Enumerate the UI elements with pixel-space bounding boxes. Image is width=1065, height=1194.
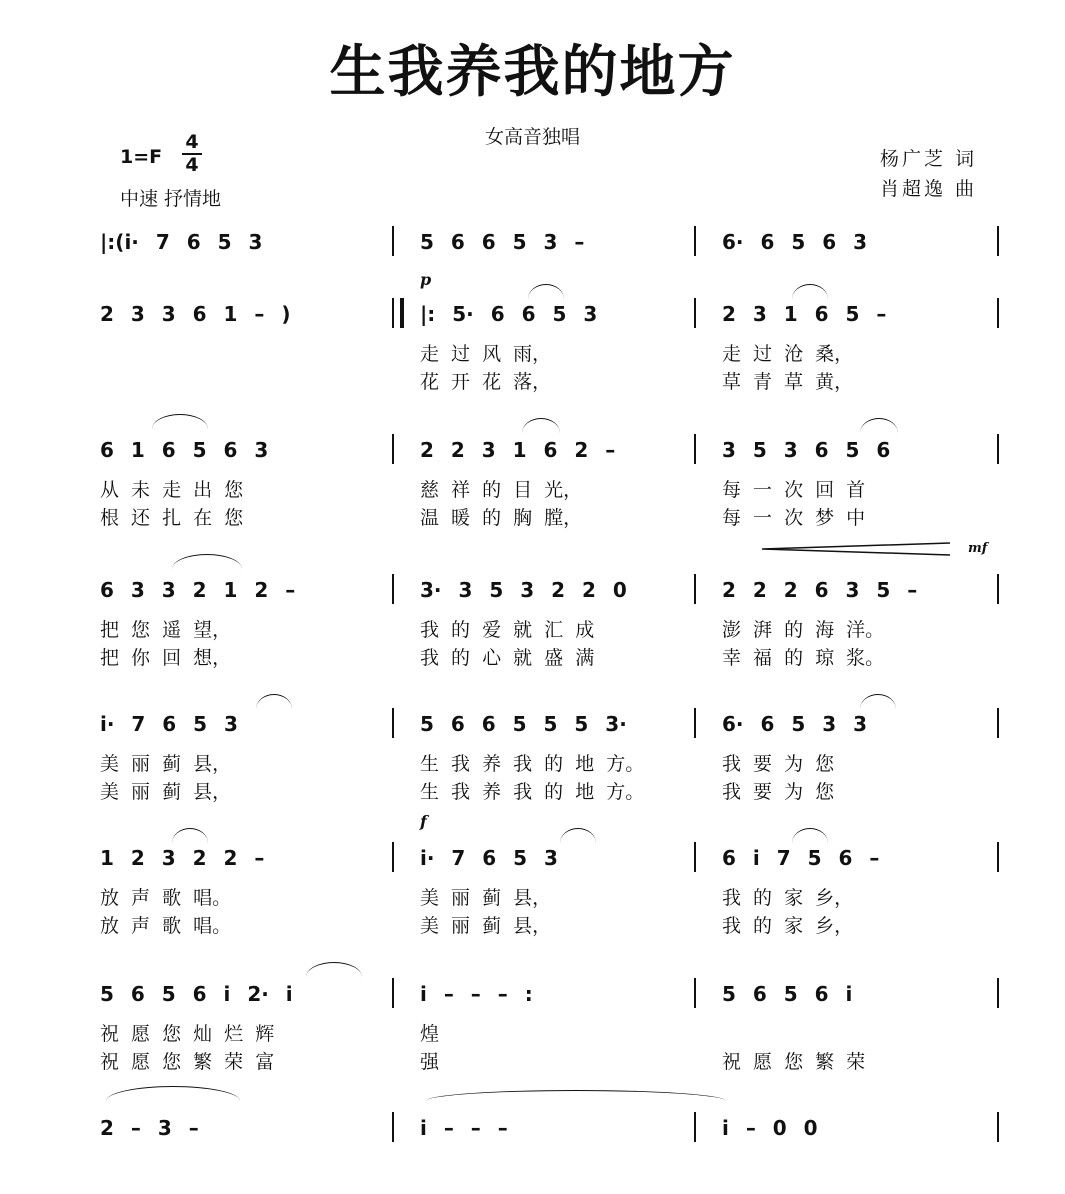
lyric-phrase: 强 [420,1051,440,1073]
lyric-line [90,504,1010,532]
measure: 6· 6 5 3 3 [722,712,868,736]
lyric-phrase: 放 声 歌 唱。 [100,915,232,937]
lyric-line [90,1048,1010,1076]
bar-line [694,574,696,604]
bar-line [997,1112,999,1142]
lyric-phrase: 我 要 为 您 [722,753,835,775]
lyric-line [90,884,1010,912]
lyric-phrase: 每 一 次 回 首 [722,479,866,501]
measure: |: 5· 6 6 5 3 [420,302,598,326]
composer-credit: 肖超逸 曲 [880,178,978,200]
lyric-phrase: 煌 [420,1023,440,1045]
lyric-phrase: 祝 愿 您 繁 荣 [722,1051,866,1073]
measure: 6· 6 5 6 3 [722,230,868,254]
score-system [90,558,1010,669]
lyric-phrase: 美 丽 蓟 县， [420,887,552,909]
lyric-phrase: 根 还 扎 在 您 [100,507,244,529]
lyric-phrase: 我 要 为 您 [722,781,835,803]
measure: 6 3 3 2 1 2 – [100,578,296,602]
measure: 2 3 1 6 5 – [722,302,887,326]
lyric-line [90,644,1010,672]
lyric-line [90,778,1010,806]
bar-line [694,1112,696,1142]
bar-line [997,298,999,328]
crescendo-hairpin [762,542,952,556]
score-system [90,210,1010,280]
bar-line [392,708,394,738]
measure: 5 6 5 6 i [722,982,853,1006]
lyric-line [90,1020,1010,1048]
lyric-phrase: 我 的 心 就 盛 满 [420,647,595,669]
time-signature-top: 4 [185,131,199,153]
bar-line [694,298,696,328]
bar-line [694,978,696,1008]
lyric-phrase: 生 我 养 我 的 地 方。 [420,781,645,803]
dynamic-forte: f [420,812,427,831]
measure: 6 1 6 5 6 3 [100,438,269,462]
lyric-phrase: 走 过 风 雨， [420,343,552,365]
score-system [90,962,1010,1073]
bar-line [694,434,696,464]
measure: 5 6 5 6 i 2· i [100,982,293,1006]
lyric-phrase: 放 声 歌 唱。 [100,887,232,909]
bar-line [694,708,696,738]
bar-line [392,842,394,872]
measure: 2 3 3 6 1 – ) [100,302,291,326]
song-title: 生我养我的地方 [329,40,736,105]
lyric-line [90,368,1010,396]
measure: 2 2 2 6 3 5 – [722,578,918,602]
lyric-phrase: 我 的 家 乡， [722,887,854,909]
measure: 3 5 3 6 5 6 [722,438,891,462]
measure: 1 2 3 2 2 – [100,846,265,870]
bar-line [694,226,696,256]
lyric-phrase: 美 丽 蓟 县， [100,753,232,775]
measure: i – 0 0 [722,1116,818,1140]
lyric-phrase: 走 过 沧 桑， [722,343,854,365]
lyric-phrase: 美 丽 蓟 县， [100,781,232,803]
measure: 3· 3 5 3 2 2 0 [420,578,627,602]
bar-line [392,574,394,604]
bar-line [997,978,999,1008]
lyric-line [90,340,1010,368]
bar-line [997,434,999,464]
lyric-phrase: 幸 福 的 琼 浆。 [722,647,885,669]
measure: |:(i· 7 6 5 3 [100,230,263,254]
measure: 2 2 3 1 6 2 – [420,438,616,462]
lyric-phrase: 温 暖 的 胸 膛， [420,507,583,529]
score-system [90,826,1010,937]
tempo-marking: 中速 抒情地 [120,188,222,210]
bar-line [392,978,394,1008]
lyric-phrase: 慈 祥 的 目 光， [420,479,583,501]
bar-line [392,298,404,328]
lyric-phrase: 从 未 走 出 您 [100,479,244,501]
score-system [90,1096,1010,1166]
key-signature: 1=F [120,146,163,168]
measure: i· 7 6 5 3 [420,846,558,870]
lyric-phrase: 美 丽 蓟 县， [420,915,552,937]
dynamic-mezzo-forte: mf [968,541,988,556]
bar-line [997,842,999,872]
measure: 5 6 6 5 5 5 3· [420,712,627,736]
dynamic-piano: p [420,270,432,289]
time-signature [180,132,204,176]
lyric-phrase: 祝 愿 您 灿 烂 辉 [100,1023,275,1045]
bar-line [392,434,394,464]
lyric-phrase: 澎 湃 的 海 洋。 [722,619,885,641]
performance-note: 女高音独唱 [484,126,580,148]
bar-line [997,708,999,738]
measure: 5 6 6 5 3 – [420,230,585,254]
bar-line [392,1112,394,1142]
lyric-phrase: 把 你 回 想， [100,647,232,669]
measure: i – – – : [420,982,533,1006]
lyric-phrase: 我 的 家 乡， [722,915,854,937]
lyric-line [90,912,1010,940]
lyric-line [90,750,1010,778]
lyric-phrase: 生 我 养 我 的 地 方。 [420,753,645,775]
score-system [90,692,1010,803]
measure: i· 7 6 5 3 [100,712,238,736]
bar-line [392,226,394,256]
lyric-phrase: 祝 愿 您 繁 荣 富 [100,1051,275,1073]
lyric-phrase: 把 您 遥 望， [100,619,232,641]
score-system [90,282,1010,393]
lyricist-credit: 杨广芝 词 [880,148,978,170]
measure: 2 – 3 – [100,1116,199,1140]
lyric-phrase: 花 开 花 落， [420,371,552,393]
bar-line [694,842,696,872]
lyric-line [90,616,1010,644]
lyric-phrase: 每 一 次 梦 中 [722,507,866,529]
bar-line [997,226,999,256]
score-system [90,418,1010,529]
lyric-line [90,476,1010,504]
lyric-phrase: 草 青 草 黄， [722,371,854,393]
time-signature-bottom: 4 [185,154,199,176]
measure: 6 i 7 5 6 – [722,846,880,870]
measure: i – – – [420,1116,508,1140]
lyric-phrase: 我 的 爱 就 汇 成 [420,619,595,641]
bar-line [997,574,999,604]
